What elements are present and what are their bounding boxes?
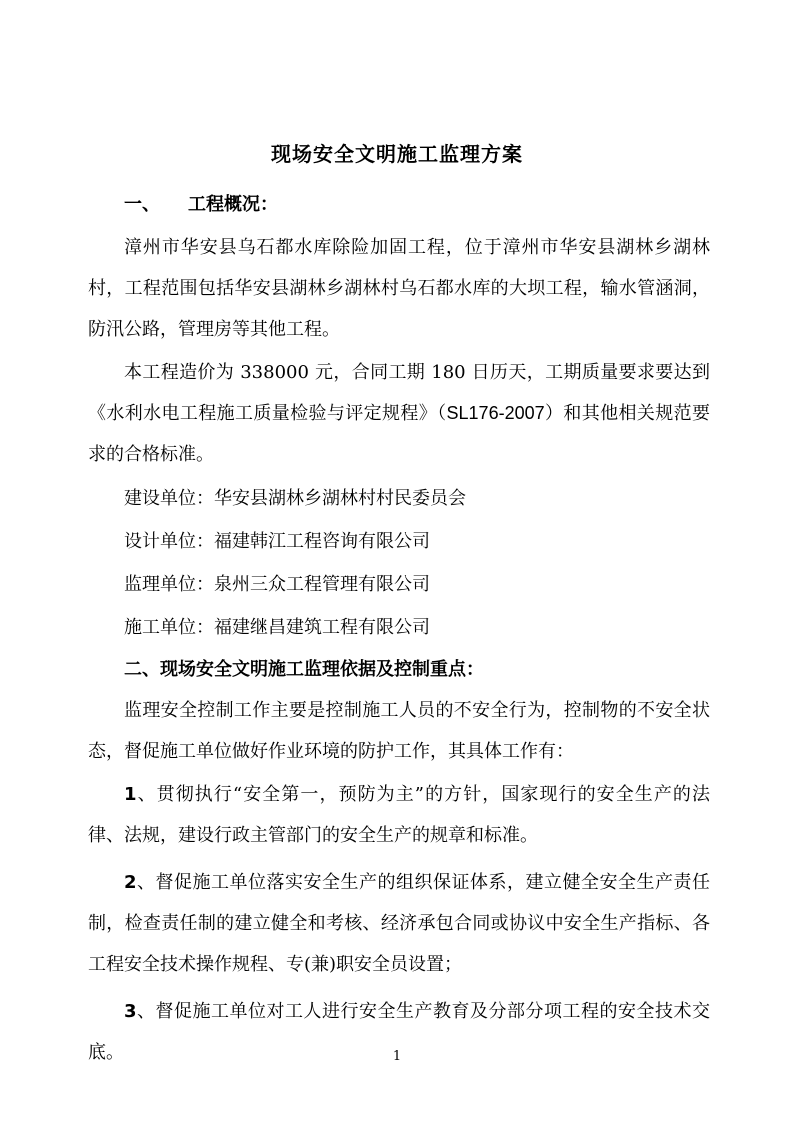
supervision-intro-paragraph: 监理安全控制工作主要是控制施工人员的不安全行为，控制物的不安全状态，督促施工单位做好作业环境的防护工作，其具体工作有： [88,700,710,762]
list-item-text: 、督促施工单位对工人进行安全生产教育及分部分项工程的安全技术交底。 [88,1001,710,1063]
design-unit-line: 设计单位：福建韩江工程咨询有限公司 [124,531,430,552]
standard-code: SL176-2007 [446,403,545,423]
document-title: 现场安全文明施工监理方案 [271,142,523,166]
document-body [88,184,710,1073]
supervision-unit-line: 监理单位：泉州三众工程管理有限公司 [124,574,430,595]
list-item-number: 3 [124,1001,137,1022]
section-heading-overview [88,184,710,225]
cost-text-part2: ）和其他相关规范要求的合格标准。 [88,403,711,465]
page-number: 1 [392,1049,402,1064]
contractor-unit-line: 施工单位：福建继昌建筑工程有限公司 [124,617,430,638]
list-item-text: 、贯彻执行“安全第一，预防为主”的方针，国家现行的安全生产的法律、法规，建设行政主管部门的安全生产的规章和标准。 [88,784,710,846]
list-item [88,774,710,856]
list-item-number: 2 [124,872,137,893]
construction-owner-line: 建设单位：华安县湖林乡湖林村村民委员会 [124,488,466,509]
section-title: 工程概况： [188,194,278,215]
list-item [88,862,710,985]
overview-paragraph: 漳州市华安县乌石都水库除险加固工程，位于漳州市华安县湖林乡湖林村，工程范围包括华安县湖林乡湖林村乌石都水库的大坝工程，输水管涵洞，防汛公路，管理房等其他工程。 [88,237,710,340]
cost-paragraph [88,352,710,475]
list-item-text: 、督促施工单位落实安全生产的组织保证体系，建立健全安全生产责任制，检查责任制的建立健全和考核、经济承包合同或协议中安全生产指标、各工程安全技术操作规程、专(兼)职安全员设置； [88,872,710,975]
list-item-number: 1 [124,784,137,805]
cost-text-part1: 本工程造价为 338000 元，合同工期 180 日历天，工期质量要求要达到《水利水电工程施工质量检验与评定规程》（ [88,362,710,424]
section-number: 一、 [124,194,160,215]
section-heading-supervision: 二、现场安全文明施工监理依据及控制重点： [124,659,484,680]
